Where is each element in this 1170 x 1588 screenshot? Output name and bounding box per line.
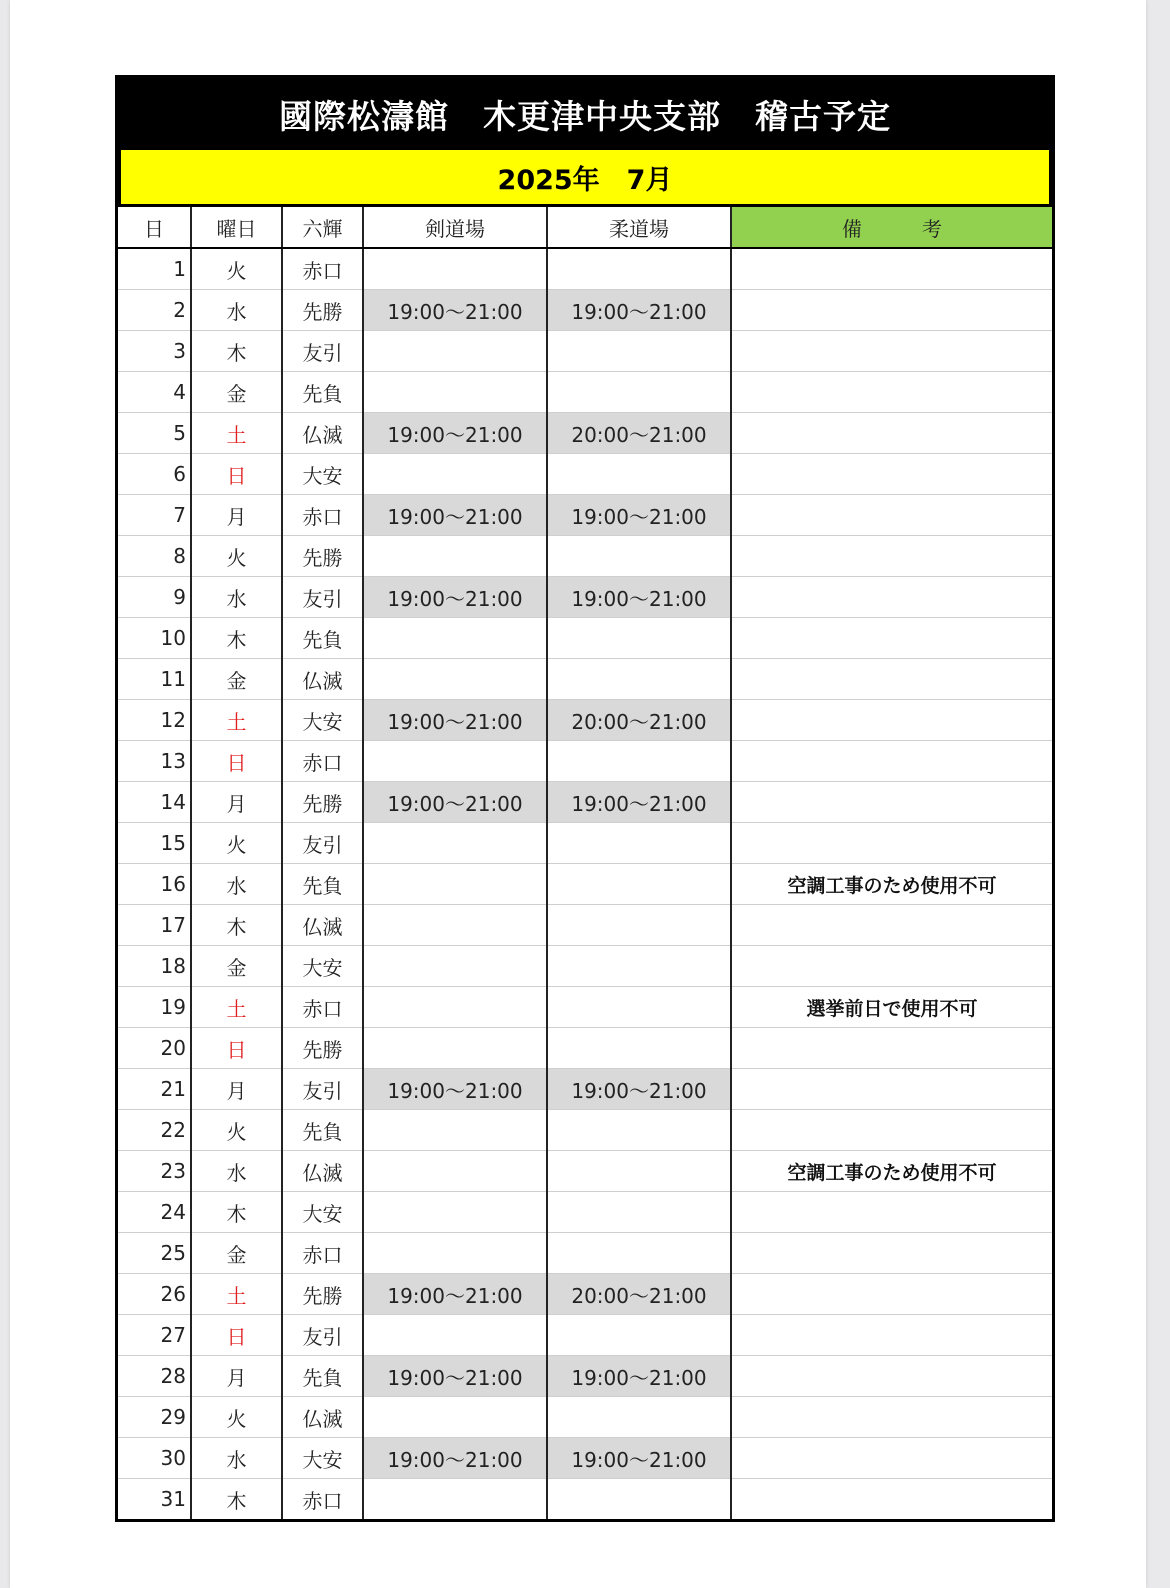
note-cell [731,454,1052,495]
judo-slot-cell [547,618,731,659]
table-row [118,1315,1052,1356]
table-row [118,782,1052,823]
judo-slot-cell [547,331,731,372]
day-cell: 8 [118,536,191,577]
kendo-slot-cell [363,1151,547,1192]
rokuyo-cell: 大安 [282,700,363,741]
day-cell: 19 [118,987,191,1028]
weekday-cell: 日 [191,1315,282,1356]
header-weekday: 曜日 [191,207,282,248]
weekday-cell: 木 [191,905,282,946]
rokuyo-cell: 先負 [282,372,363,413]
weekday-cell: 火 [191,1110,282,1151]
weekday-cell: 日 [191,1028,282,1069]
rokuyo-cell: 先勝 [282,536,363,577]
judo-slot-cell [547,1479,731,1520]
note-cell [731,659,1052,700]
weekday-cell: 金 [191,372,282,413]
rokuyo-cell: 大安 [282,454,363,495]
table-row [118,1028,1052,1069]
kendo-slot-cell: 19:00～21:00 [363,1069,547,1110]
rokuyo-cell: 赤口 [282,741,363,782]
note-cell [731,248,1052,290]
kendo-slot-cell: 19:00～21:00 [363,1438,547,1479]
table-row [118,1233,1052,1274]
kendo-slot-cell [363,372,547,413]
weekday-cell: 水 [191,1151,282,1192]
judo-slot-cell: 20:00～21:00 [547,1274,731,1315]
header-notes: 備 考 [731,207,1052,248]
rokuyo-cell: 先勝 [282,290,363,331]
header-day: 日 [118,207,191,248]
day-cell: 27 [118,1315,191,1356]
table-row [118,741,1052,782]
day-cell: 17 [118,905,191,946]
rokuyo-cell: 先勝 [282,1274,363,1315]
judo-slot-cell: 20:00～21:00 [547,413,731,454]
kendo-slot-cell [363,864,547,905]
kendo-slot-cell: 19:00～21:00 [363,1356,547,1397]
kendo-slot-cell [363,1233,547,1274]
judo-slot-cell [547,248,731,290]
weekday-cell: 木 [191,618,282,659]
note-cell [731,741,1052,782]
kendo-slot-cell: 19:00～21:00 [363,290,547,331]
rokuyo-cell: 先負 [282,618,363,659]
day-cell: 15 [118,823,191,864]
note-cell [731,1397,1052,1438]
kendo-slot-cell [363,1479,547,1520]
weekday-cell: 日 [191,454,282,495]
rokuyo-cell: 先負 [282,864,363,905]
table-row [118,946,1052,987]
table-row [118,1397,1052,1438]
kendo-slot-cell [363,618,547,659]
kendo-slot-cell [363,536,547,577]
table-row [118,618,1052,659]
note-cell [731,290,1052,331]
kendo-slot-cell: 19:00～21:00 [363,1274,547,1315]
day-cell: 26 [118,1274,191,1315]
table-row [118,1479,1052,1520]
day-cell: 20 [118,1028,191,1069]
table-row [118,536,1052,577]
weekday-cell: 金 [191,659,282,700]
kendo-slot-cell: 19:00～21:00 [363,577,547,618]
table-row [118,864,1052,905]
rokuyo-cell: 仏滅 [282,905,363,946]
rokuyo-cell: 友引 [282,1315,363,1356]
table-row [118,1356,1052,1397]
kendo-slot-cell [363,1315,547,1356]
schedule-title: 國際松濤館 木更津中央支部 稽古予定 [118,78,1052,150]
judo-slot-cell: 19:00～21:00 [547,290,731,331]
weekday-cell: 土 [191,700,282,741]
table-row [118,577,1052,618]
weekday-cell: 土 [191,413,282,454]
note-cell [731,495,1052,536]
day-cell: 10 [118,618,191,659]
header-kendo-hall: 剣道場 [363,207,547,248]
note-cell [731,1028,1052,1069]
note-cell [731,413,1052,454]
judo-slot-cell: 19:00～21:00 [547,782,731,823]
day-cell: 16 [118,864,191,905]
weekday-cell: 土 [191,1274,282,1315]
rokuyo-cell: 先負 [282,1110,363,1151]
judo-slot-cell: 19:00～21:00 [547,495,731,536]
note-cell [731,536,1052,577]
kendo-slot-cell [363,659,547,700]
rokuyo-cell: 友引 [282,823,363,864]
rokuyo-cell: 友引 [282,1069,363,1110]
note-cell [731,1192,1052,1233]
note-cell [731,577,1052,618]
table-row [118,700,1052,741]
kendo-slot-cell [363,1192,547,1233]
note-cell: 空調工事のため使用不可 [731,864,1052,905]
judo-slot-cell: 19:00～21:00 [547,1069,731,1110]
kendo-slot-cell: 19:00～21:00 [363,782,547,823]
note-cell [731,1356,1052,1397]
kendo-slot-cell [363,741,547,782]
day-cell: 23 [118,1151,191,1192]
rokuyo-cell: 先勝 [282,1028,363,1069]
rokuyo-cell: 先負 [282,1356,363,1397]
judo-slot-cell [547,372,731,413]
day-cell: 11 [118,659,191,700]
judo-slot-cell [547,659,731,700]
header-rokuyo: 六輝 [282,207,363,248]
rokuyo-cell: 仏滅 [282,1151,363,1192]
note-cell [731,372,1052,413]
rokuyo-cell: 友引 [282,577,363,618]
note-cell [731,905,1052,946]
month-banner: 2025年 7月 [118,150,1052,207]
day-cell: 24 [118,1192,191,1233]
judo-slot-cell: 19:00～21:00 [547,1438,731,1479]
note-cell [731,1315,1052,1356]
kendo-slot-cell: 19:00～21:00 [363,700,547,741]
table-header-row [118,207,1052,248]
table-row [118,905,1052,946]
note-cell [731,823,1052,864]
judo-slot-cell [547,1233,731,1274]
weekday-cell: 金 [191,946,282,987]
schedule-table [118,207,1052,1519]
table-row [118,454,1052,495]
table-row [118,659,1052,700]
table-row [118,1192,1052,1233]
note-cell: 空調工事のため使用不可 [731,1151,1052,1192]
judo-slot-cell [547,454,731,495]
judo-slot-cell [547,1397,731,1438]
rokuyo-cell: 赤口 [282,1479,363,1520]
day-cell: 18 [118,946,191,987]
schedule-sheet [115,75,1055,1522]
kendo-slot-cell [363,454,547,495]
judo-slot-cell [547,823,731,864]
judo-slot-cell: 19:00～21:00 [547,577,731,618]
rokuyo-cell: 赤口 [282,987,363,1028]
table-row [118,1151,1052,1192]
day-cell: 12 [118,700,191,741]
weekday-cell: 火 [191,823,282,864]
judo-slot-cell [547,741,731,782]
judo-slot-cell [547,987,731,1028]
judo-slot-cell [547,864,731,905]
document-page [10,0,1146,1588]
table-row [118,1438,1052,1479]
kendo-slot-cell [363,823,547,864]
kendo-slot-cell [363,248,547,290]
note-cell [731,618,1052,659]
day-cell: 22 [118,1110,191,1151]
table-row [118,248,1052,290]
weekday-cell: 木 [191,1192,282,1233]
table-row [118,823,1052,864]
weekday-cell: 木 [191,331,282,372]
note-cell [731,1274,1052,1315]
day-cell: 14 [118,782,191,823]
day-cell: 21 [118,1069,191,1110]
note-cell [731,1110,1052,1151]
day-cell: 5 [118,413,191,454]
kendo-slot-cell [363,1397,547,1438]
rokuyo-cell: 仏滅 [282,659,363,700]
weekday-cell: 月 [191,495,282,536]
weekday-cell: 水 [191,290,282,331]
judo-slot-cell: 20:00～21:00 [547,700,731,741]
day-cell: 31 [118,1479,191,1520]
note-cell [731,700,1052,741]
table-row [118,495,1052,536]
weekday-cell: 月 [191,1069,282,1110]
rokuyo-cell: 大安 [282,1438,363,1479]
weekday-cell: 木 [191,1479,282,1520]
day-cell: 2 [118,290,191,331]
weekday-cell: 火 [191,536,282,577]
kendo-slot-cell [363,331,547,372]
note-cell: 選挙前日で使用不可 [731,987,1052,1028]
rokuyo-cell: 大安 [282,946,363,987]
kendo-slot-cell [363,1110,547,1151]
table-row [118,290,1052,331]
weekday-cell: 水 [191,864,282,905]
judo-slot-cell [547,1151,731,1192]
day-cell: 30 [118,1438,191,1479]
rokuyo-cell: 赤口 [282,1233,363,1274]
judo-slot-cell [547,946,731,987]
table-row [118,1110,1052,1151]
rokuyo-cell: 大安 [282,1192,363,1233]
weekday-cell: 火 [191,248,282,290]
rokuyo-cell: 赤口 [282,495,363,536]
rokuyo-cell: 赤口 [282,248,363,290]
table-row [118,987,1052,1028]
table-row [118,331,1052,372]
header-judo-hall: 柔道場 [547,207,731,248]
rokuyo-cell: 先勝 [282,782,363,823]
kendo-slot-cell: 19:00～21:00 [363,413,547,454]
day-cell: 29 [118,1397,191,1438]
weekday-cell: 金 [191,1233,282,1274]
day-cell: 9 [118,577,191,618]
judo-slot-cell [547,905,731,946]
kendo-slot-cell [363,987,547,1028]
table-row [118,1069,1052,1110]
note-cell [731,331,1052,372]
table-row [118,413,1052,454]
judo-slot-cell [547,1110,731,1151]
day-cell: 25 [118,1233,191,1274]
weekday-cell: 月 [191,782,282,823]
day-cell: 6 [118,454,191,495]
weekday-cell: 月 [191,1356,282,1397]
day-cell: 7 [118,495,191,536]
note-cell [731,946,1052,987]
judo-slot-cell [547,1315,731,1356]
day-cell: 3 [118,331,191,372]
kendo-slot-cell [363,946,547,987]
kendo-slot-cell [363,905,547,946]
judo-slot-cell [547,536,731,577]
judo-slot-cell [547,1192,731,1233]
note-cell [731,782,1052,823]
kendo-slot-cell [363,1028,547,1069]
weekday-cell: 水 [191,577,282,618]
table-row [118,372,1052,413]
rokuyo-cell: 友引 [282,331,363,372]
note-cell [731,1069,1052,1110]
day-cell: 28 [118,1356,191,1397]
rokuyo-cell: 仏滅 [282,1397,363,1438]
kendo-slot-cell: 19:00～21:00 [363,495,547,536]
weekday-cell: 水 [191,1438,282,1479]
note-cell [731,1233,1052,1274]
day-cell: 4 [118,372,191,413]
weekday-cell: 火 [191,1397,282,1438]
table-row [118,1274,1052,1315]
judo-slot-cell [547,1028,731,1069]
note-cell [731,1479,1052,1520]
rokuyo-cell: 仏滅 [282,413,363,454]
judo-slot-cell: 19:00～21:00 [547,1356,731,1397]
day-cell: 1 [118,248,191,290]
day-cell: 13 [118,741,191,782]
schedule-rows [118,248,1052,1519]
weekday-cell: 日 [191,741,282,782]
weekday-cell: 土 [191,987,282,1028]
note-cell [731,1438,1052,1479]
